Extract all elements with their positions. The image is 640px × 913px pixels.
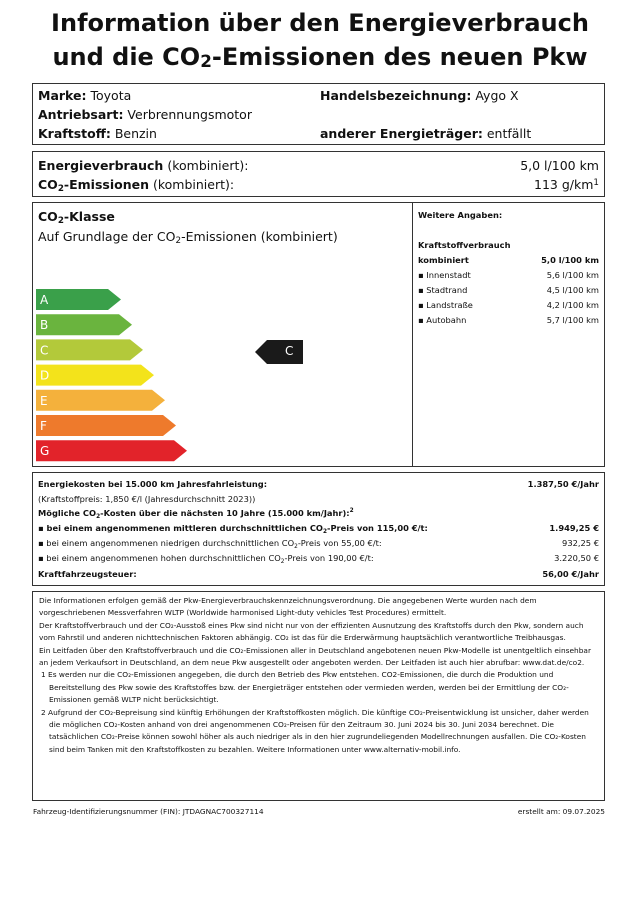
- fuel-row-value: 4,2 l/100 km: [546, 300, 599, 310]
- co2-emissions-value: 113 $g/km^1$: [534, 177, 599, 192]
- fuel-row-label: Autobahn: [426, 315, 467, 325]
- co2-class-arrow-e: [36, 390, 165, 411]
- note-paragraph: Die Informationen erfolgen gemäß der Pkw-Energieverbrauchskennzeichnungsverordnung. Die angegebenen Werte wurden nach dem vorgeschriebenen Messverfahren WLTP (Worldwide harmonised Light-duty vehicles Test Procedures) ermittelt.: [39, 596, 537, 618]
- co2-class-arrow-label: D: [40, 368, 50, 383]
- antriebsart-field: Antriebsart: Verbrennungsmotor: [38, 107, 252, 122]
- vehicle-info-box: [32, 83, 605, 145]
- vehicle-tax-label: Kraftfahrzeugsteuer:: [38, 569, 137, 579]
- page-title: [0, 6, 640, 74]
- co2-class-arrow-c: [36, 339, 143, 360]
- co2-class-arrow-label: E: [40, 393, 48, 408]
- energy-consumption-value: 5,0 l/100 km: [520, 158, 599, 173]
- current-class-label: C: [285, 344, 294, 358]
- fin-field: Fahrzeug-Identifizierungsnummer (FIN): JTDAGNAC700327114: [33, 807, 264, 816]
- co2-scenario-high-value: 3.220,50 €: [554, 553, 599, 563]
- fuel-row-value: 5,7 l/100 km: [546, 315, 599, 325]
- co2-class-arrow-g: [36, 440, 187, 461]
- footnote-1: 1 Es werden nur die CO₂-Emissionen angegeben, die durch den Betrieb des Pkw entstehen. CO2-Emissionen, die durch die Produktion und Bereitstellung des Pkw sowie des Kraftstoffes bzw. der Energieträger entstehen oder vermieden werden, werden bei der Ermittlung der CO₂-Emissionen gemäß WLTP nicht berücksichtigt.: [41, 670, 569, 705]
- co2-class-arrow-b: [36, 314, 132, 335]
- co2-scenario-middle-value: 1.949,25 €: [549, 523, 599, 533]
- fuel-row-label: Landstraße: [426, 300, 473, 310]
- co2-class-arrow-label: F: [40, 419, 47, 433]
- notes-text: [39, 595, 599, 756]
- co2-class-arrow-label: G: [40, 444, 50, 459]
- co2-scenario-low: ▪ bei einem angenommenen niedrigen durchschnittlichen $CO_2$-Preis von 55,00 €/t:: [38, 538, 382, 550]
- footnote-2: 2 Aufgrund der CO₂-Bepreisung sind künftig Erhöhungen der Kraftstoffkosten möglich. Die künftige CO₂-Preisentwicklung ist unsicher, daher werden die möglichen CO₂-Kosten anhand von drei angenommenen CO₂-Preisen für den Zeitraum 30. Juni 2024 bis 30. Juni 2034 berechnet. Die tatsächlichen CO₂-Preise können sowohl höher als auch niedriger als in den hier zugrundeliegenden Modellrechnungen ausfallen. Die CO₂-Kosten sind beim Tanken mit den Kraftstoffkosten zu bezahlen. Weitere Informationen unter www.alternativ-mobil.info.: [41, 707, 589, 754]
- further-info-heading: Weitere Angaben:: [418, 210, 503, 220]
- fuel-row-value: 5,6 l/100 km: [546, 270, 599, 280]
- co2-scenario-high: ▪ bei einem angenommenen hohen durchschnittlichen $CO_2$-Preis von 190,00 €/t:: [38, 553, 374, 565]
- marke-field: Marke: Toyota: [38, 88, 132, 103]
- energy-costs-label: Energiekosten bei 15.000 km Jahresfahrleistung:: [38, 479, 268, 489]
- current-class-indicator: [255, 340, 303, 364]
- fuel-row-label: Stadtrand: [426, 285, 468, 295]
- fuel-row-label: Innenstadt: [426, 270, 471, 280]
- co2-class-arrow-f: [36, 415, 176, 436]
- combined-value: 5,0 l/100 km: [541, 255, 599, 265]
- title-line-2: und die $CO_2$-Emissionen des neuen Pkw: [52, 43, 588, 71]
- co2-scenario-low-value: 932,25 €: [562, 538, 599, 548]
- created-date-field: erstellt am: 09.07.2025: [517, 807, 605, 816]
- energy-consumption-label: Energieverbrauch (kombiniert):: [38, 158, 249, 173]
- co2-class-arrow-d: [36, 365, 154, 386]
- further-info-divider: [412, 203, 413, 466]
- note-paragraph: Ein Leitfaden über den Kraftstoffverbrauch und die CO₂-Emissionen aller in Deutschland angebotenen neuen Pkw-Modelle ist unentgeltlich einsehbar an jedem Verkaufsort in Deutschland, an dem neue Pkw ausgestellt oder angeboten werden. Der Leitfaden ist auch hier abrufbar: www.dat.de/co2.: [39, 645, 591, 668]
- co2-scenario-middle: ▪ bei einem angenommenen mittleren durchschnittlichen $CO_2$-Preis von 115,00 €/t:: [38, 523, 428, 535]
- co2-class-arrow-a: [36, 289, 121, 310]
- co2-class-arrow-label: B: [40, 318, 49, 333]
- kraftstoff-field: Kraftstoff: Benzin: [38, 126, 157, 141]
- note-paragraph: Der Kraftstoffverbrauch und der CO₂-Ausstoß eines Pkw sind nicht nur von der effizienten Ausnutzung des Kraftstoffs durch den Pkw, sondern auch vom Fahrstil und anderen nichttechnischen Faktoren abhängig. CO₂ ist das für die Erderwärmung hauptsächlich verantwortliche Treibhausgas.: [39, 620, 584, 643]
- energy-costs-value: 1.387,50 €/Jahr: [527, 479, 599, 489]
- title-line-1: Information über den Energieverbrauch: [51, 9, 589, 37]
- combined-label: kombiniert: [418, 255, 469, 265]
- handelsbezeichnung-field: Handelsbezeichnung: Aygo X: [320, 88, 519, 103]
- co2-costs-heading: Mögliche $CO_2$-Kosten über die nächsten 10 Jahre (15.000 km/Jahr):$^2$: [38, 508, 354, 520]
- co2-emissions-label: $CO_2$-Emissionen (kombiniert):: [38, 177, 235, 194]
- fuel-price-note: (Kraftstoffpreis: 1,850 €/l (Jahresdurchschnitt 2023)): [38, 494, 256, 504]
- fuel-row-value: 4,5 l/100 km: [546, 285, 599, 295]
- co2-class-title: $CO_2$-Klasse: [38, 209, 115, 226]
- co2-class-box: $CO_2$-Klasse Auf Grundlage der $CO_2$-Emissionen (kombiniert) A B C D E F G C Weitere Angaben: Kraftstoffverbrauch kombiniert 5,0 l/100 km ▪ Innenstadt 5,6 l/100 km ▪ Stadtrand 4,5 l/100 km ▪ Landstraße 4,2 l/100 km ▪ Autobahn 5,7 l/100 km: [32, 202, 605, 467]
- notes-box: [32, 591, 605, 801]
- vehicle-tax-value: 56,00 €/Jahr: [542, 569, 599, 579]
- anderer-energietraeger-field: anderer Energieträger: entfällt: [320, 126, 532, 141]
- fuel-consumption-heading: Kraftstoffverbrauch: [418, 240, 511, 250]
- consumption-box: [32, 151, 605, 197]
- costs-box: [32, 472, 605, 586]
- co2-class-scale: [36, 289, 236, 469]
- co2-class-subtitle: Auf Grundlage der $CO_2$-Emissionen (kombiniert): [38, 229, 338, 246]
- co2-class-arrow-label: A: [40, 293, 49, 307]
- co2-class-arrow-label: C: [40, 343, 49, 358]
